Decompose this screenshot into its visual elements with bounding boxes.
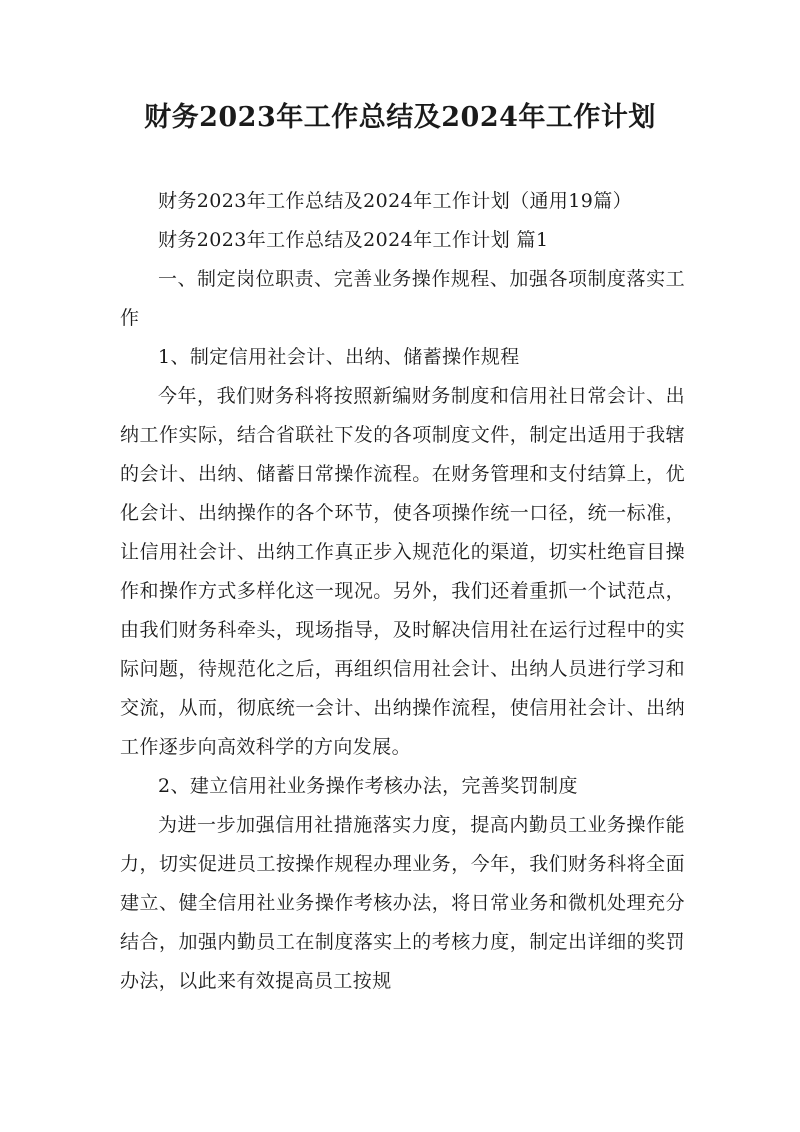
paragraph-section-heading-1: 一、制定岗位职责、完善业务操作规程、加强各项制度落实工作 [120,268,685,329]
paragraph-chapter-heading: 财务2023年工作总结及2024年工作计划 篇1 [158,229,549,251]
document-title: 财务2023年工作总结及2024年工作计划 [144,102,656,133]
paragraph-body-2: 为进一步加强信用社措施落实力度，提高内勤员工业务操作能力，切实促进员工按操作规程办理业务，今年，我们财务科将全面建立、健全信用社业务操作考核办法，将日常业务和微机处理充分结合，加强内勤员工在制度落实上的考核力度，制定出详细的奖罚办法，以此来有效提高员工按规 [120,814,685,992]
paragraph-body-1: 今年，我们财务科将按照新编财务制度和信用社日常会计、出纳工作实际，结合省联社下发的各项制度文件，制定出适用于我辖的会计、出纳、储蓄日常操作流程。在财务管理和支付结算上，优化会计、出纳操作的各个环节，使各项操作统一口径，统一标准，让信用社会计、出纳工作真正步入规范化的渠道，切实杜绝盲目操作和操作方式多样化这一现况。另外，我们还着重抓一个试范点，由我们财务科牵头，现场指导，及时解决信用社在运行过程中的实际问题，待规范化之后，再组织信用社会计、出纳人员进行学习和交流，从而，彻底统一会计、出纳操作流程，使信用社会计、出纳工作逐步向高效科学的方向发展。 [120,385,685,758]
paragraph-subheading-2: 2、建立信用社业务操作考核办法，完善奖罚制度 [158,775,578,797]
paragraph-series-title: 财务2023年工作总结及2024年工作计划（通用19篇） [158,190,633,212]
paragraph-subheading-1: 1、制定信用社会计、出纳、储蓄操作规程 [158,346,520,368]
document-body [120,182,685,1001]
